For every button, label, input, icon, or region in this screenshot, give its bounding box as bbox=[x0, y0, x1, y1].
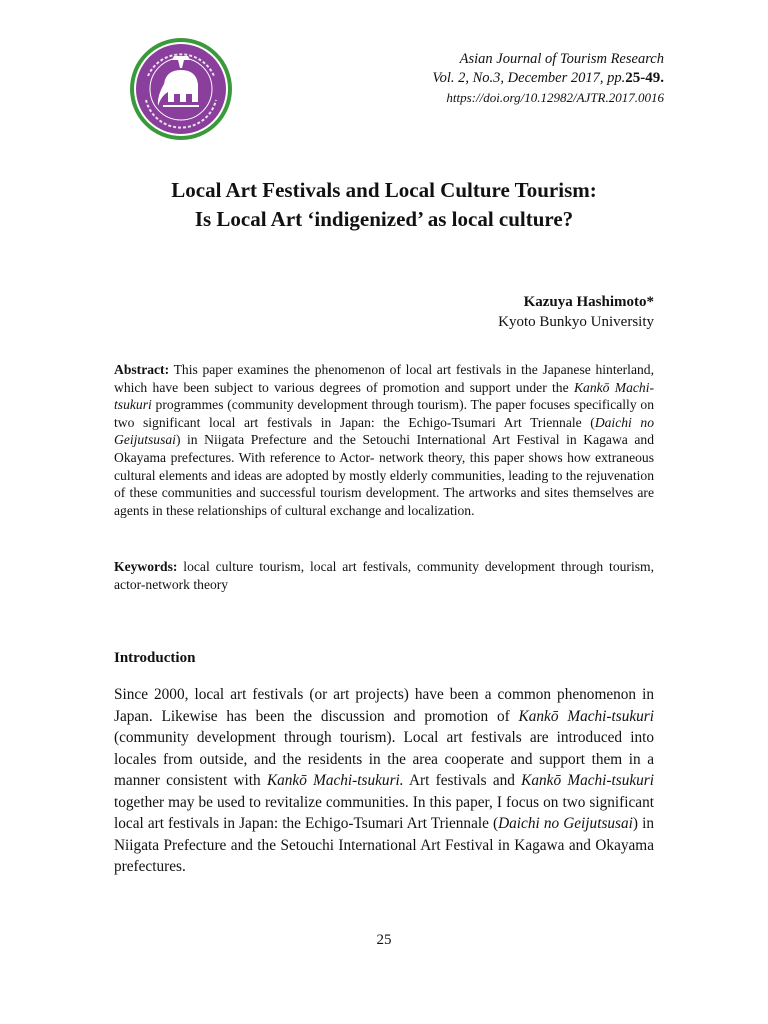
intro-text-2: (community development through tourism). Local art festivals are introduced into locales from outside, and the residents in the area cooperate and support them in a manner consistent with bbox=[114, 729, 654, 789]
keywords bbox=[114, 558, 654, 593]
keywords-text: local culture tourism, local art festivals, community development through tourism, actor-network theory bbox=[114, 559, 654, 592]
author-name: Kazuya Hashimoto* bbox=[523, 294, 654, 310]
intro-italic-2: Kankō Machi-tsukuri. bbox=[266, 772, 404, 789]
title-line-1: Local Art Festivals and Local Culture Tourism: bbox=[171, 178, 597, 202]
intro-text-4: together may be used to revitalize communities. In this paper, I focus on two significant local art festivals in Japan: the Echigo-Tsumari Art Triennale ( bbox=[114, 793, 654, 832]
abstract-italic-1: Kankō Machi- tsukuri bbox=[114, 379, 654, 413]
intro-text-1: Since 2000, local art festivals (or art projects) have been a common phenomenon in Japan. Likewise has been the discussion and promotion of bbox=[114, 686, 654, 725]
intro-text-3: Art festivals and bbox=[403, 772, 522, 789]
journal-info bbox=[432, 50, 664, 107]
paper-title bbox=[60, 176, 708, 234]
abstract-text-1: This paper examines the phenomenon of local art festivals in the Japanese hinterland, which have been subject to various degrees of promotion and support under the bbox=[114, 362, 654, 395]
intro-text-5: ) in Niigata Prefecture and the Setouchi International Art Festival in Kagawa and Okayama prefectures. bbox=[114, 815, 654, 875]
abstract-italic-2: Daichi no Geijutsusai bbox=[114, 414, 654, 448]
journal-doi: https://doi.org/10.12982/AJTR.2017.0016 bbox=[446, 90, 664, 105]
university-seal-logo bbox=[128, 36, 234, 142]
intro-italic-4: Daichi no Geijutsusai bbox=[498, 815, 633, 832]
author-affiliation: Kyoto Bunkyo University bbox=[498, 314, 654, 330]
journal-volume-text: Vol. 2, No.3, December 2017, pp. bbox=[432, 70, 626, 86]
journal-volume bbox=[432, 69, 664, 88]
title-line-2: Is Local Art ‘indigenized’ as local culture? bbox=[194, 207, 574, 231]
journal-pages: 25-49. bbox=[625, 70, 664, 86]
intro-italic-3: Kankō Machi-tsukuri bbox=[521, 772, 654, 789]
abstract bbox=[114, 361, 654, 519]
abstract-label: Abstract: bbox=[114, 362, 170, 377]
abstract-text-3: ) in Niigata Prefecture and the Setouchi International Art Festival in Kagawa and Okayama prefectures. With reference to Actor- network theory, this paper shows how extraneous cultural elements and ideas are adopted by mostly elderly communities, leading to the rejuvenation of these communities and successful tourism development. The artworks and sites themselves are agents in these relationships of cultural exchange and localization. bbox=[114, 432, 654, 518]
keywords-label: Keywords: bbox=[114, 559, 178, 574]
page-number: 25 bbox=[376, 932, 392, 948]
author-block bbox=[498, 292, 654, 332]
elephant-seal-icon bbox=[128, 36, 234, 142]
abstract-text-2: programmes (community development through tourism). The paper focuses specifically on two significant local art festivals in Japan: the Echigo-Tsumari Art Triennale ( bbox=[114, 397, 654, 430]
journal-name: Asian Journal of Tourism Research bbox=[459, 51, 664, 67]
introduction-paragraph bbox=[114, 684, 654, 878]
intro-italic-1: Kankō Machi-tsukuri bbox=[518, 707, 654, 725]
introduction-heading: Introduction bbox=[114, 650, 196, 666]
